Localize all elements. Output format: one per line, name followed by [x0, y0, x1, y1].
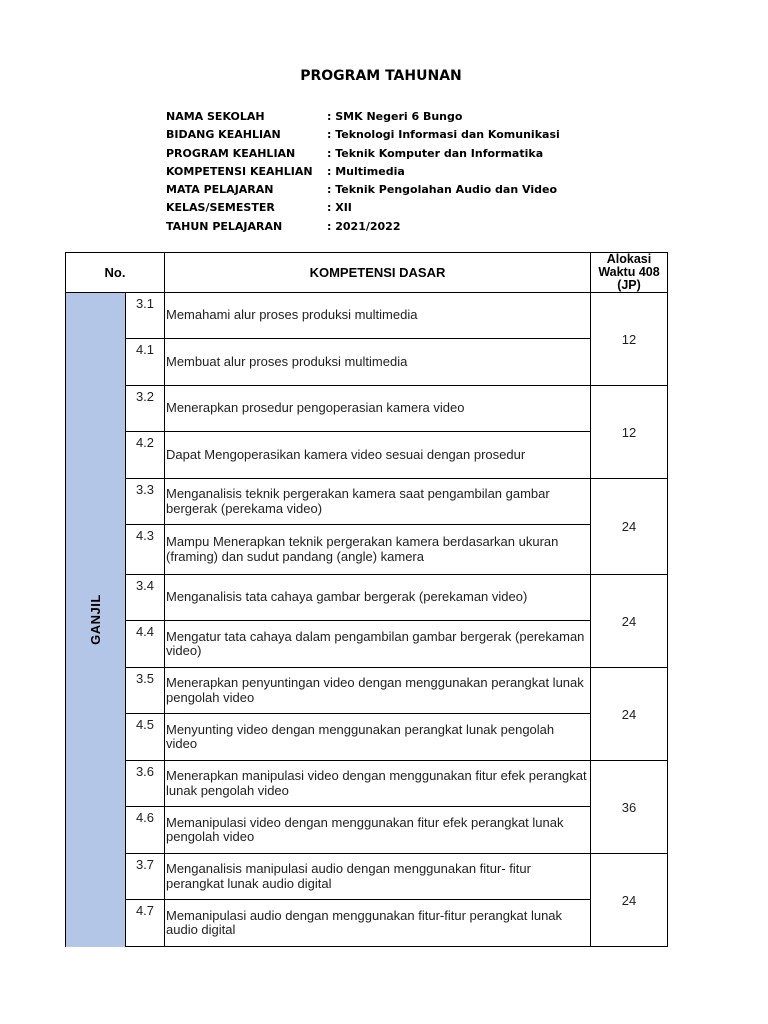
kd-code: 3.2: [126, 386, 165, 432]
kd-description: Menyunting video dengan menggunakan perangkat lunak pengolah video: [165, 714, 591, 761]
kd-description: Memanipulasi audio dengan menggunakan fitur-fitur perangkat lunak audio digital: [165, 900, 591, 947]
kd-code: 3.4: [126, 575, 165, 621]
kd-description: Menganalisis manipulasi audio dengan menggunakan fitur- fitur perangkat lunak audio digital: [165, 854, 591, 900]
kd-description: Memanipulasi video dengan menggunakan fitur efek perangkat lunak pengolah video: [165, 807, 591, 854]
kd-code: 4.2: [126, 432, 165, 479]
info-row-field: [166, 126, 666, 144]
info-label: TAHUN PELAJARAN: [166, 219, 283, 233]
kd-description: Mampu Menerapkan teknik pergerakan kamera berdasarkan ukuran (framing) dan sudut pandang (angle) kamera: [165, 525, 591, 575]
kd-code: 3.3: [126, 479, 165, 525]
header-kompetensi-dasar: KOMPETENSI DASAR: [165, 253, 591, 293]
table-row: [66, 479, 668, 525]
info-row-school: [166, 108, 666, 126]
semester-label: GANJIL: [87, 594, 103, 646]
kd-code: 4.1: [126, 339, 165, 386]
kd-description: Menganalisis teknik pergerakan kamera saat pengambilan gambar bergerak (perekama video): [165, 479, 591, 525]
table-row: [66, 714, 668, 761]
table-row: [66, 432, 668, 479]
table-row: [66, 386, 668, 432]
table-row: [66, 807, 668, 854]
table-row: [66, 575, 668, 621]
semester-cell: [66, 293, 126, 947]
kd-description: Memahami alur proses produksi multimedia: [165, 293, 591, 339]
jp-allocation: 12: [591, 293, 668, 386]
info-row-program: [166, 145, 666, 163]
jp-allocation: 12: [591, 386, 668, 479]
jp-allocation: 24: [591, 854, 668, 947]
jp-allocation: 24: [591, 668, 668, 761]
jp-allocation: 24: [591, 479, 668, 575]
kd-description: Menerapkan penyuntingan video dengan menggunakan perangkat lunak pengolah video: [165, 668, 591, 714]
header-no: No.: [66, 253, 165, 293]
kd-code: 3.7: [126, 854, 165, 900]
info-value: : Teknik Komputer dan Informatika: [327, 146, 544, 160]
info-row-year: [166, 218, 666, 236]
info-row-class: [166, 199, 666, 217]
table-row: [66, 761, 668, 807]
kd-description: Menganalisis tata cahaya gambar bergerak (perekaman video): [165, 575, 591, 621]
table-row: [66, 339, 668, 386]
competency-table: [65, 252, 668, 947]
kd-code: 4.7: [126, 900, 165, 947]
table-row: [66, 293, 668, 339]
kd-description: Mengatur tata cahaya dalam pengambilan gambar bergerak (perekaman video): [165, 621, 591, 668]
info-label: KELAS/SEMESTER: [166, 201, 275, 215]
info-value: : SMK Negeri 6 Bungo: [327, 110, 463, 123]
kd-code: 4.3: [126, 525, 165, 575]
kd-code: 3.6: [126, 761, 165, 807]
kd-code: 3.1: [126, 293, 165, 339]
table-row: [66, 854, 668, 900]
table-row: [66, 900, 668, 947]
info-label: BIDANG KEAHLIAN: [166, 128, 281, 142]
jp-allocation: 36: [591, 761, 668, 854]
kd-code: 4.5: [126, 714, 165, 761]
table-header-row: [66, 253, 668, 293]
table-row: [66, 621, 668, 668]
table-row: [66, 668, 668, 714]
kd-code: 3.5: [126, 668, 165, 714]
info-label: KOMPETENSI KEAHLIAN: [166, 164, 313, 178]
info-value: : Multimedia: [327, 164, 405, 178]
kd-code: 4.6: [126, 807, 165, 854]
info-label: MATA PELAJARAN: [166, 183, 274, 197]
info-block: [166, 108, 666, 236]
info-row-competency: [166, 163, 666, 181]
kd-description: Menerapkan prosedur pengoperasian kamera video: [165, 386, 591, 432]
info-row-subject: [166, 181, 666, 199]
info-value: : Teknologi Informasi dan Komunikasi: [327, 128, 560, 142]
info-value: : 2021/2022: [327, 219, 401, 233]
competency-table-wrap: [65, 252, 668, 947]
info-label: NAMA SEKOLAH: [166, 110, 265, 123]
info-label: PROGRAM KEAHLIAN: [166, 146, 296, 160]
info-value: : Teknik Pengolahan Audio dan Video: [327, 183, 558, 197]
kd-description: Dapat Mengoperasikan kamera video sesuai dengan prosedur: [165, 432, 591, 479]
table-row: [66, 525, 668, 575]
kd-description: Membuat alur proses produksi multimedia: [165, 339, 591, 386]
kd-description: Menerapkan manipulasi video dengan menggunakan fitur efek perangkat lunak pengolah video: [165, 761, 591, 807]
header-alokasi-waktu: Alokasi Waktu 408 (JP): [591, 253, 668, 293]
jp-allocation: 24: [591, 575, 668, 668]
info-value: : XII: [327, 201, 352, 215]
kd-code: 4.4: [126, 621, 165, 668]
document-title: PROGRAM TAHUNAN: [300, 68, 462, 84]
